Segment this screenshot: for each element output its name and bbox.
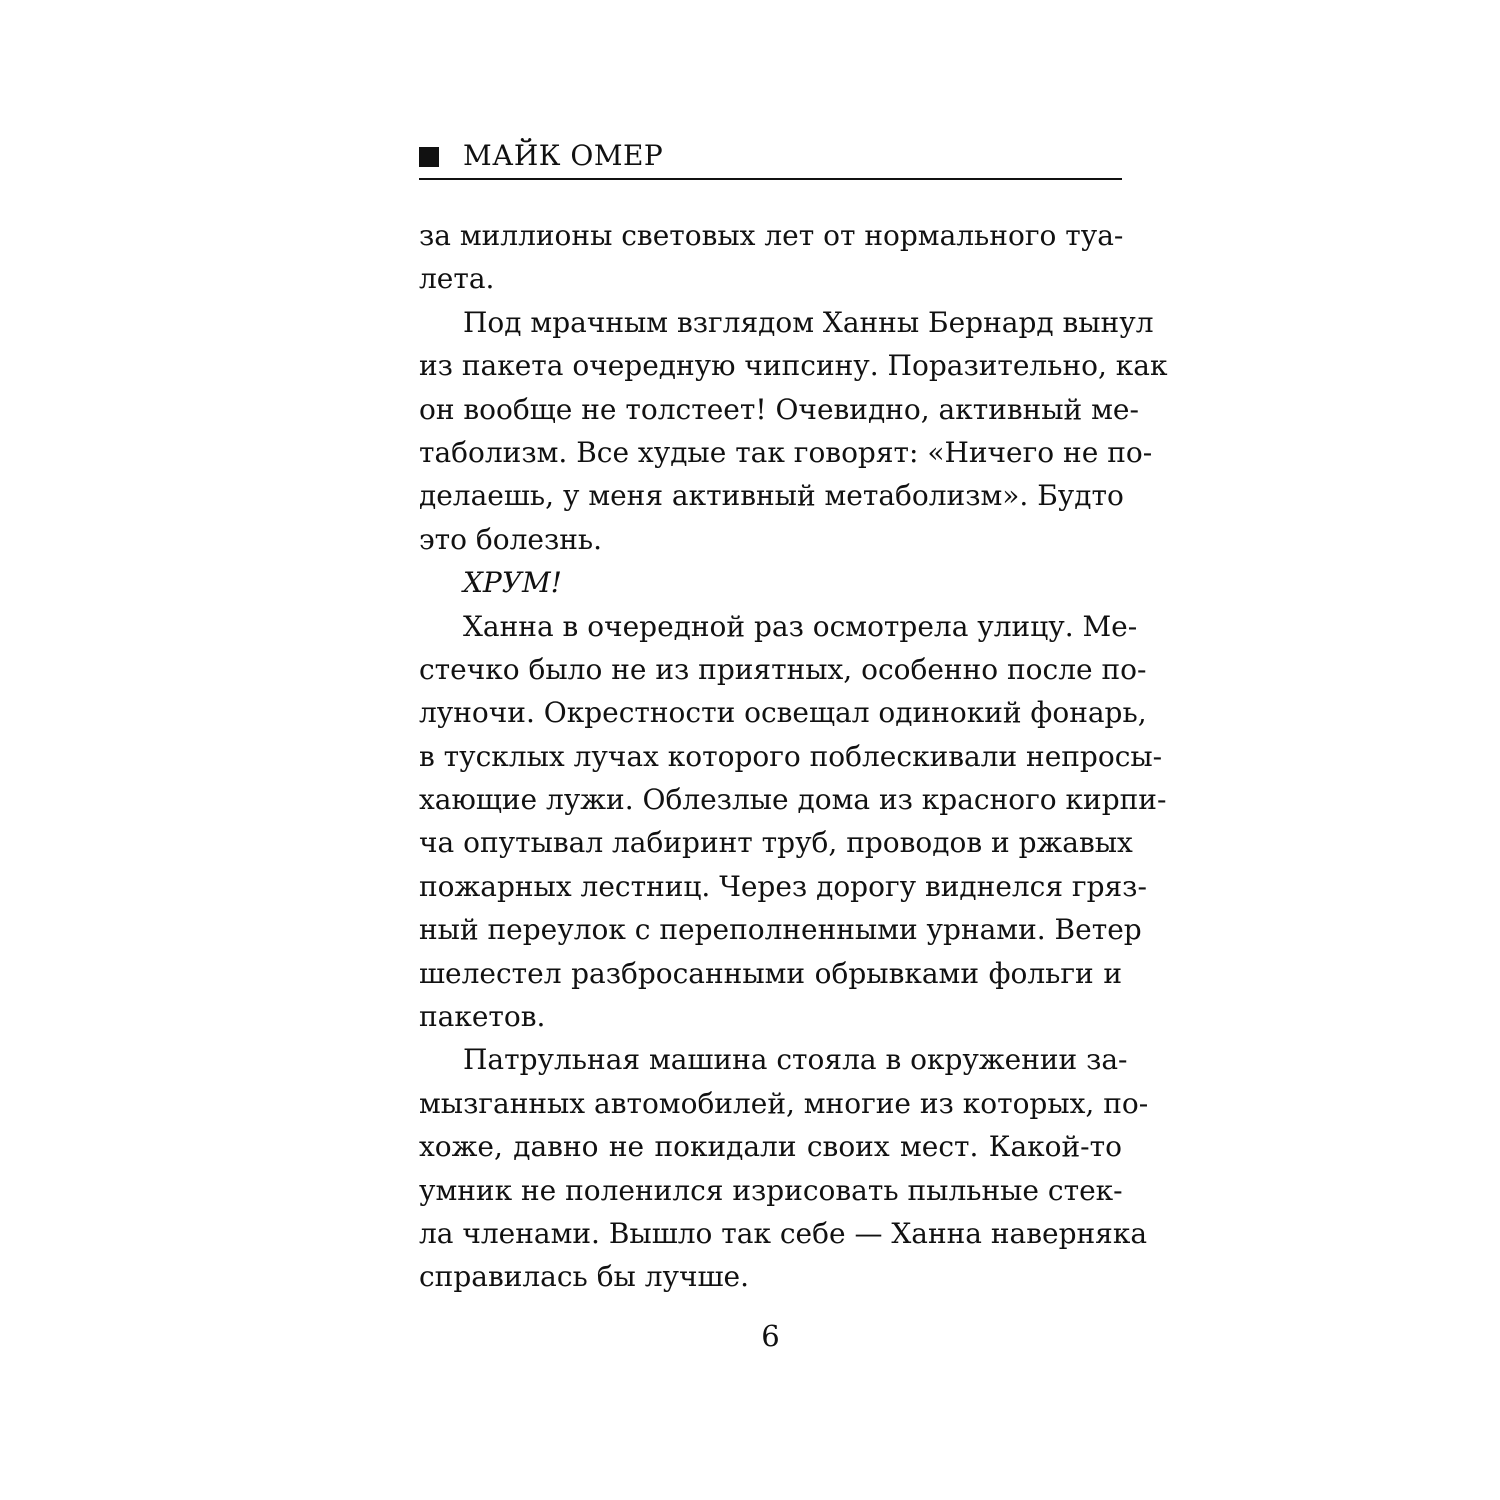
text-line: хающие лужи. Облезлые дома из красного кирпи-	[419, 783, 1167, 817]
text-line: это болезнь.	[419, 522, 603, 556]
book-page	[419, 0, 1168, 1500]
text-line: шелестел разбросанными обрывками фольги и	[419, 956, 1122, 990]
text-line: лета.	[419, 262, 495, 296]
text-line: таболизм. Все худые так говорят: «Ничего не по-	[419, 435, 1153, 469]
text-line: ла членами. Вышло так себе — Ханна наверняка	[419, 1216, 1148, 1250]
text-line: ХРУМ!	[463, 566, 562, 600]
text-line: он вообще не толстеет! Очевидно, активный ме-	[419, 392, 1139, 426]
text-line: Под мрачным взглядом Ханны Бернард вынул	[463, 305, 1154, 339]
text-line: в тусклых лучах которого поблескивали непросы-	[419, 739, 1163, 773]
text-line: умник не поленился изрисовать пыльные стек-	[419, 1173, 1123, 1207]
text-line: из пакета очередную чипсину. Поразительно, как	[419, 349, 1168, 383]
text-line: пакетов.	[419, 1000, 546, 1034]
header-square-marker	[419, 147, 439, 167]
text-line: мызганных автомобилей, многие из которых, по-	[419, 1086, 1149, 1120]
text-line: луночи. Окрестности освещал одинокий фонарь,	[419, 696, 1147, 730]
text-line: ный переулок с переполненными урнами. Ветер	[419, 913, 1142, 947]
page-number: 6	[761, 1319, 780, 1353]
text-line: делаешь, у меня активный метаболизм». Будто	[419, 479, 1124, 513]
header-author: МАЙК ОМЕР	[463, 139, 664, 172]
text-line: Патрульная машина стояла в окружении за-	[463, 1043, 1128, 1077]
text-line: хоже, давно не покидали своих мест. Какой-то	[419, 1130, 1122, 1164]
text-line: справилась бы лучше.	[419, 1260, 750, 1294]
text-line: пожарных лестниц. Через дорогу виднелся гряз-	[419, 869, 1147, 903]
text-line: стечко было не из приятных, особенно после по-	[419, 652, 1147, 686]
running-header	[419, 140, 1122, 180]
text-line: за миллионы световых лет от нормального туа-	[419, 219, 1124, 252]
text-line: ча опутывал лабиринт труб, проводов и ржавых	[419, 826, 1133, 860]
body-text	[419, 214, 1168, 1299]
text-line: Ханна в очередной раз осмотрела улицу. Ме-	[463, 609, 1138, 643]
